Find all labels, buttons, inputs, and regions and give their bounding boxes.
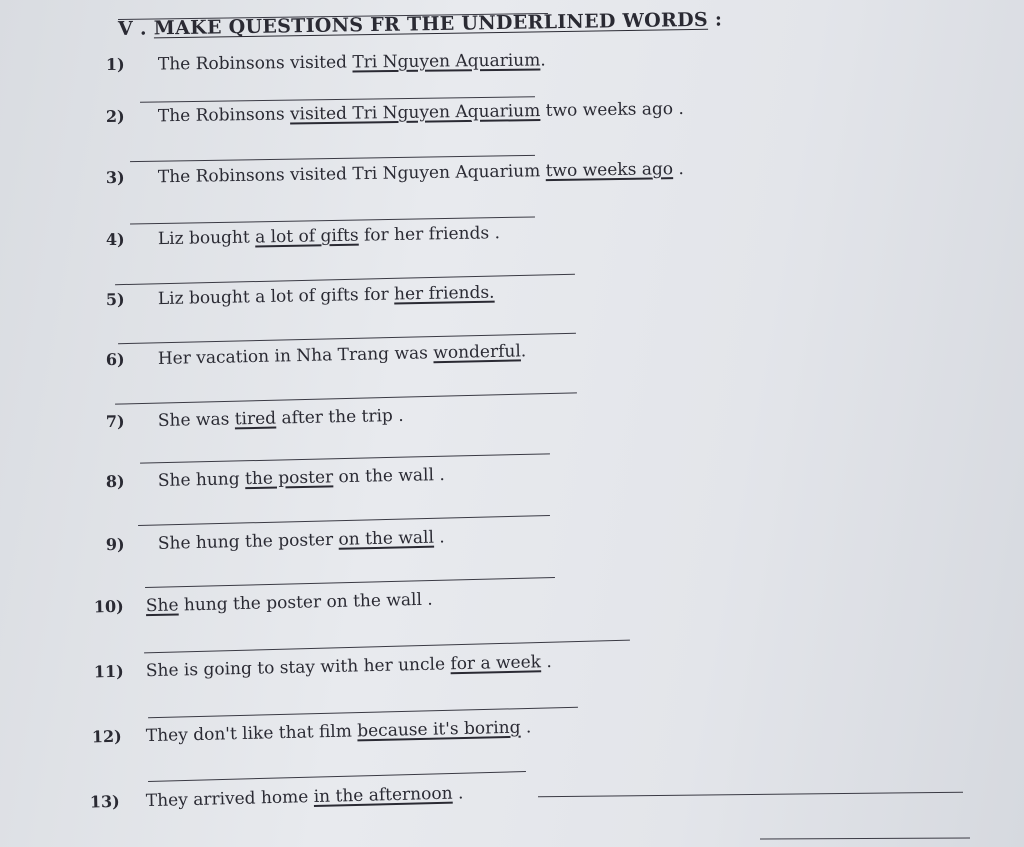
- question-number: 10): [93, 596, 124, 617]
- question-number: 4): [105, 229, 125, 250]
- question-sentence: The Robinsons visited Tri Nguyen Aquarium two weeks ago .: [157, 98, 684, 127]
- question-1: [0, 45, 1024, 86]
- question-6: [0, 331, 1024, 382]
- answer-line-11[interactable]: [148, 707, 578, 719]
- section-title: [118, 9, 723, 40]
- question-sentence: She is going to stay with her uncle for a week .: [145, 651, 553, 682]
- question-sentence: They don't like that film because it's boring .: [145, 717, 532, 747]
- question-sentence: She hung the poster on the wall .: [157, 464, 445, 491]
- question-11: [0, 641, 1024, 694]
- question-number: 2): [105, 106, 125, 127]
- question-number: 11): [93, 661, 124, 682]
- question-5: [0, 272, 1024, 322]
- answer-line-7[interactable]: [140, 453, 550, 463]
- question-number: 13): [89, 791, 120, 812]
- question-sentence: The Robinsons visited Tri Nguyen Aquarium two weeks ago .: [157, 158, 684, 188]
- question-7: [0, 393, 1024, 444]
- question-sentence: Liz bought a lot of gifts for her friends .: [157, 223, 501, 250]
- question-sentence: They arrived home in the afternoon .: [145, 783, 464, 812]
- question-number: 9): [105, 534, 125, 555]
- question-4: [0, 214, 1024, 262]
- answer-line-2[interactable]: [130, 155, 535, 162]
- question-sentence: The Robinsons visited Tri Nguyen Aquarium.: [157, 50, 546, 75]
- question-sentence: Liz bought a lot of gifts for her friends.: [157, 282, 495, 310]
- question-9: [0, 514, 1024, 567]
- question-number: 3): [105, 167, 125, 188]
- section-colon: :: [714, 8, 723, 31]
- question-12: [0, 706, 1024, 759]
- answer-line-13-continued[interactable]: [760, 837, 970, 839]
- question-number: 6): [105, 349, 125, 370]
- question-number: 5): [105, 289, 125, 310]
- answer-line-8[interactable]: [138, 515, 550, 526]
- question-sentence: She hung the poster on the wall .: [145, 589, 433, 617]
- section-heading: MAKE QUESTIONS FR THE UNDERLINED WORDS: [153, 8, 709, 40]
- question-number: 7): [105, 411, 125, 432]
- question-13: [0, 770, 1024, 825]
- section-numeral: V .: [117, 17, 148, 40]
- answer-line-9[interactable]: [145, 577, 555, 588]
- question-number: 8): [105, 471, 125, 492]
- question-number: 12): [91, 726, 122, 747]
- question-sentence: Her vacation in Nha Trang was wonderful.: [157, 341, 527, 369]
- question-sentence: She was tired after the trip .: [157, 405, 404, 431]
- answer-line-12[interactable]: [148, 771, 526, 782]
- question-sentence: She hung the poster on the wall .: [157, 527, 445, 554]
- question-10: [0, 576, 1024, 629]
- question-number: 1): [105, 54, 125, 75]
- question-8: [0, 453, 1024, 504]
